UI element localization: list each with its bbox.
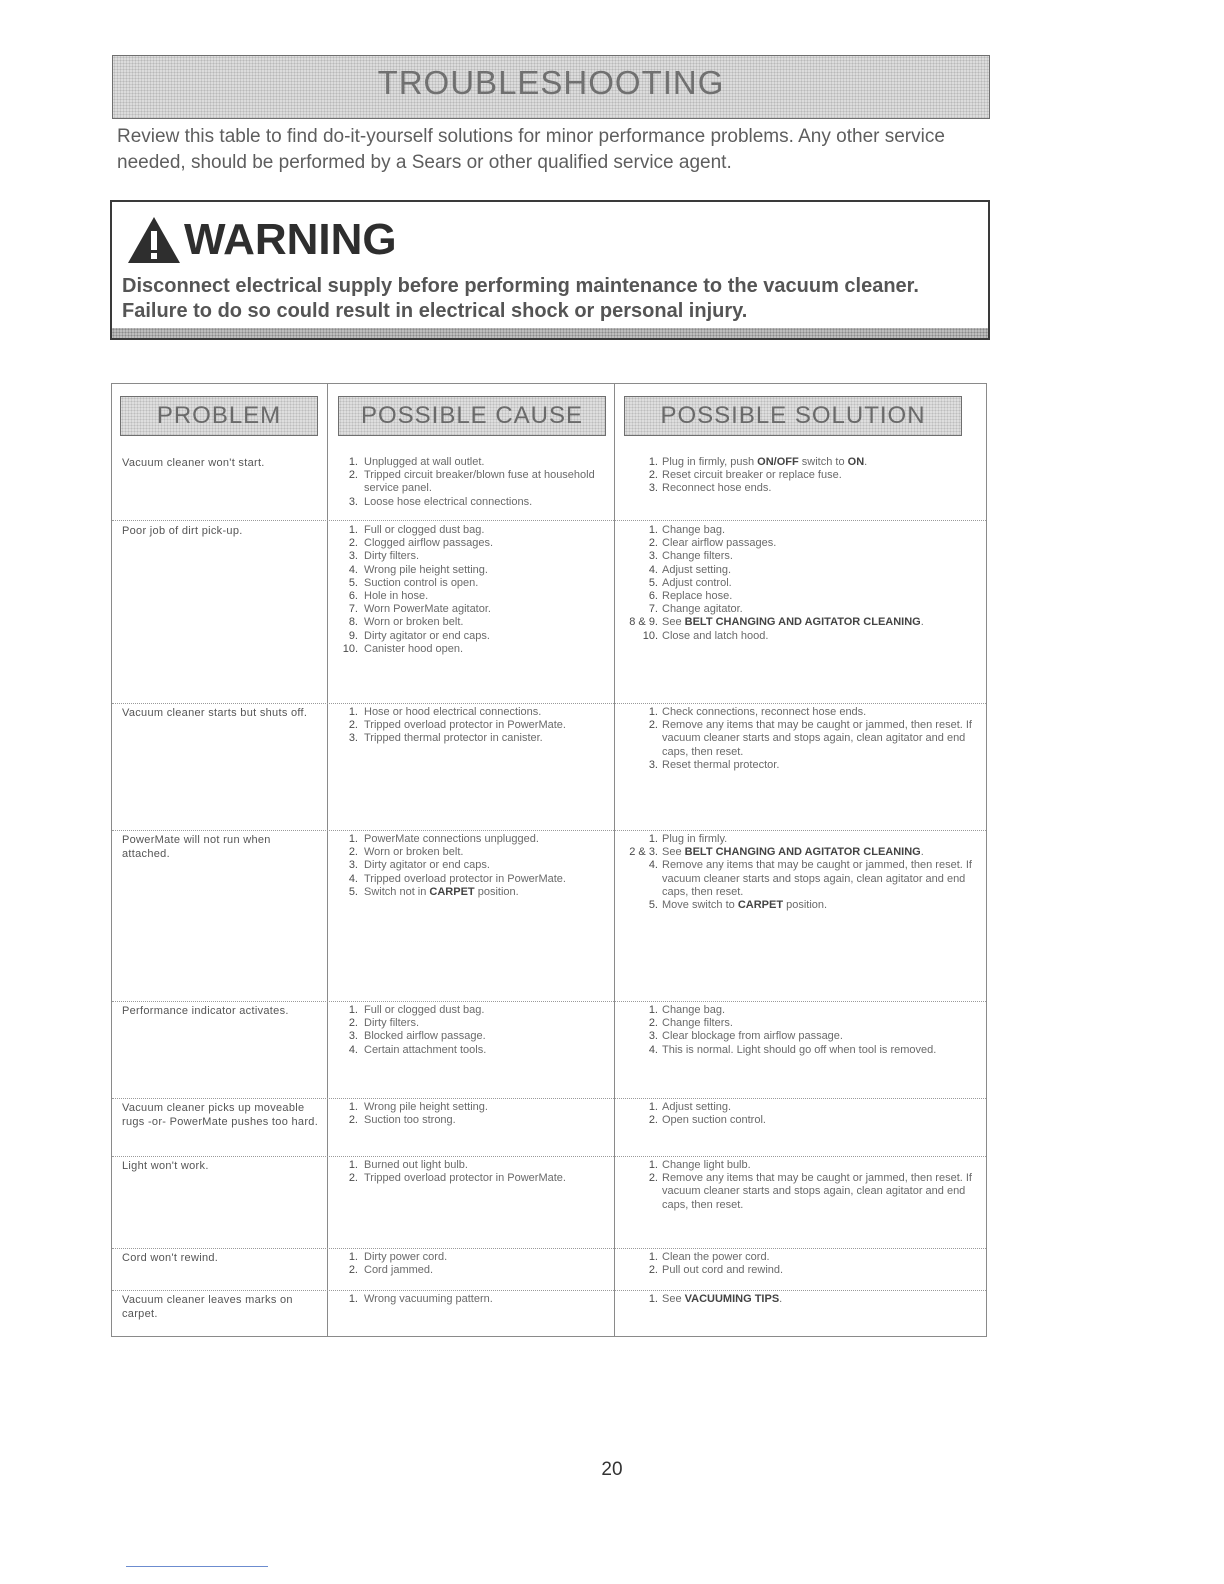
item-text: Remove any items that may be caught or jammed, then reset. If vacuum cleaner starts and stops again, clean agitator and end caps, then reset. xyxy=(662,859,972,898)
item-text: . xyxy=(864,456,868,468)
item-number: 3. xyxy=(348,495,358,508)
cause-item xyxy=(334,616,614,629)
cause-item xyxy=(334,732,614,745)
solution-item xyxy=(632,1114,972,1127)
item-number: 3. xyxy=(648,482,658,495)
item-number: 2. xyxy=(648,1264,658,1277)
item-number: 8 & 9. xyxy=(629,616,658,629)
solution-item xyxy=(629,846,972,859)
cause-item xyxy=(334,1172,614,1185)
item-number: 2. xyxy=(648,1172,658,1185)
item-number: 7. xyxy=(348,603,358,616)
item-text: switch to xyxy=(798,456,848,468)
cause-item xyxy=(334,564,614,577)
solution-item xyxy=(632,524,972,537)
solution-item xyxy=(632,1293,972,1306)
solution-item xyxy=(632,719,972,759)
item-number: 1. xyxy=(348,706,358,718)
solution-item xyxy=(632,706,972,719)
item-text: This is normal. Light should go off when tool is removed. xyxy=(662,1043,937,1056)
item-number: 4. xyxy=(348,1043,358,1056)
cause-list xyxy=(334,706,614,746)
item-text: Adjust control. xyxy=(662,576,732,589)
problem-text: Vacuum cleaner won't start. xyxy=(122,457,265,469)
solution-item xyxy=(632,550,972,563)
item-number: 4. xyxy=(348,872,358,885)
item-text: Hose or hood electrical connections. xyxy=(364,706,542,718)
cause-item xyxy=(334,537,614,550)
item-text: Worn PowerMate agitator. xyxy=(364,603,491,616)
item-number: 2. xyxy=(348,719,358,732)
problem-text: Vacuum cleaner leaves marks on carpet. xyxy=(122,1294,293,1320)
item-text: Adjust setting. xyxy=(662,1101,732,1113)
solution-list xyxy=(629,833,972,912)
section-title: TROUBLESHOOTING xyxy=(377,64,725,101)
item-number: 1. xyxy=(648,1293,658,1305)
item-text: PowerMate connections unplugged. xyxy=(364,833,539,845)
solution-item xyxy=(632,564,972,577)
intro-paragraph: Review this table to find do-it-yourself solutions for minor performance problems. Any other service needed, should be performed by a Sears or other qualified service agent. xyxy=(117,126,945,173)
item-text: Change agitator. xyxy=(662,603,743,616)
cause-item xyxy=(334,1017,614,1030)
solution-item xyxy=(632,577,972,590)
cause-item xyxy=(334,859,614,872)
solution-item xyxy=(632,859,972,899)
footer-rule xyxy=(126,1566,268,1567)
solution-item xyxy=(632,899,972,912)
item-text: Clean the power cord. xyxy=(662,1251,770,1263)
item-text: Worn or broken belt. xyxy=(364,846,464,859)
item-text: Reset thermal protector. xyxy=(662,758,780,771)
item-text: Change bag. xyxy=(662,1004,725,1016)
item-text: Replace hose. xyxy=(662,590,733,603)
item-number: 3. xyxy=(648,758,658,771)
cause-item xyxy=(334,1004,614,1017)
item-text: Burned out light bulb. xyxy=(364,1159,468,1171)
item-text: Clear blockage from airflow passage. xyxy=(662,1030,843,1043)
solution-item xyxy=(632,1030,972,1043)
solution-item xyxy=(632,1264,972,1277)
item-number: 1. xyxy=(348,1004,358,1016)
highlighted-term: CARPET xyxy=(737,899,784,912)
highlighted-term: BELT CHANGING AND AGITATOR CLEANING xyxy=(684,846,921,859)
item-number: 2. xyxy=(648,719,658,732)
cause-item xyxy=(334,550,614,563)
item-number: 10. xyxy=(642,629,658,642)
item-number: 3. xyxy=(648,1030,658,1043)
item-number: 7. xyxy=(648,603,658,616)
item-number: 2. xyxy=(348,469,358,482)
item-number: 2. xyxy=(348,1264,358,1277)
row-separator xyxy=(112,1156,986,1157)
header-possible-solution: POSSIBLE SOLUTION xyxy=(624,396,962,436)
solution-list xyxy=(632,1004,972,1057)
solution-list xyxy=(632,1101,972,1127)
cause-item xyxy=(334,706,614,719)
item-number: 1. xyxy=(348,1293,358,1305)
problem-text: Performance indicator activates. xyxy=(122,1005,289,1017)
item-number: 5. xyxy=(348,885,358,898)
item-number: 1. xyxy=(648,1004,658,1016)
item-text: Unplugged at wall outlet. xyxy=(364,456,485,468)
item-number: 1. xyxy=(648,1159,658,1171)
highlighted-term: VACUUMING TIPS xyxy=(684,1293,780,1305)
cause-item xyxy=(334,469,614,495)
solution-item xyxy=(632,1251,972,1264)
item-text: See xyxy=(662,1293,685,1305)
item-text: Worn or broken belt. xyxy=(364,616,464,629)
problem-text: Cord won't rewind. xyxy=(122,1252,219,1264)
item-text: Blocked airflow passage. xyxy=(364,1030,486,1043)
item-text: Check connections, reconnect hose ends. xyxy=(662,706,867,718)
item-text: Clogged airflow passages. xyxy=(364,537,494,550)
cause-item xyxy=(334,1159,614,1172)
solution-list xyxy=(632,1293,972,1306)
row-separator xyxy=(112,1248,986,1249)
cause-list xyxy=(334,1101,614,1127)
item-text: . xyxy=(920,846,924,859)
cause-item xyxy=(334,643,614,656)
item-number: 6. xyxy=(648,590,658,603)
cause-list xyxy=(334,1159,614,1185)
cause-item xyxy=(334,630,614,643)
item-text: Change bag. xyxy=(662,524,725,536)
item-text: Close and latch hood. xyxy=(662,629,769,642)
cause-item xyxy=(334,590,614,603)
item-number: 2. xyxy=(648,469,658,482)
item-text: Dirty filters. xyxy=(364,1017,419,1030)
item-text: Suction too strong. xyxy=(364,1114,456,1127)
solution-item xyxy=(632,1101,972,1114)
warning-triangle-icon xyxy=(126,215,182,265)
highlighted-term: ON xyxy=(847,456,865,468)
item-number: 1. xyxy=(648,833,658,845)
warning-box xyxy=(110,200,990,340)
item-text: Wrong vacuuming pattern. xyxy=(364,1293,493,1305)
problem-text: Vacuum cleaner picks up moveable rugs -or- PowerMate pushes too hard. xyxy=(122,1102,319,1128)
item-text: Tripped overload protector in PowerMate. xyxy=(364,1172,566,1185)
item-text: Suction control is open. xyxy=(364,576,479,589)
item-text: position. xyxy=(783,899,828,912)
item-number: 8. xyxy=(348,616,358,629)
item-text: Change filters. xyxy=(662,550,733,563)
item-text: Full or clogged dust bag. xyxy=(364,524,485,536)
cause-item xyxy=(334,833,614,846)
cause-item xyxy=(334,1264,614,1277)
item-number: 5. xyxy=(348,576,358,589)
cause-list xyxy=(334,1293,614,1306)
item-number: 2 & 3. xyxy=(629,846,658,859)
column-divider xyxy=(614,384,615,1336)
item-text: Remove any items that may be caught or jammed, then reset. If vacuum cleaner starts and stops again, clean agitator and end caps, then reset. xyxy=(662,719,972,758)
warning-text: Disconnect electrical supply before performing maintenance to the vacuum cleaner. Failure to do so could result in electrical shock or personal injury. xyxy=(122,275,919,322)
cause-item xyxy=(334,1293,614,1306)
row-separator xyxy=(112,1290,986,1291)
item-number: 4. xyxy=(648,859,658,872)
cause-item xyxy=(334,496,614,509)
page-number: 20 xyxy=(601,1459,623,1480)
item-number: 3. xyxy=(348,1030,358,1043)
cause-list xyxy=(334,1251,614,1277)
item-number: 3. xyxy=(348,732,358,745)
cause-item xyxy=(334,1044,614,1057)
item-text: Canister hood open. xyxy=(364,642,464,655)
cause-item xyxy=(334,524,614,537)
cause-item xyxy=(334,719,614,732)
highlighted-term: ON/OFF xyxy=(757,456,799,468)
item-number: 4. xyxy=(648,1043,658,1056)
item-number: 4. xyxy=(648,563,658,576)
item-number: 4. xyxy=(348,563,358,576)
item-number: 1. xyxy=(348,1101,358,1113)
item-number: 1. xyxy=(648,1251,658,1263)
item-number: 1. xyxy=(648,1101,658,1113)
solution-item xyxy=(632,1159,972,1172)
item-text: Certain attachment tools. xyxy=(364,1043,487,1056)
cause-list xyxy=(334,456,614,509)
item-text: Wrong pile height setting. xyxy=(364,1101,488,1113)
highlighted-term: BELT CHANGING AND AGITATOR CLEANING xyxy=(684,616,921,629)
solution-item xyxy=(632,482,972,495)
item-text: Tripped overload protector in PowerMate. xyxy=(364,872,566,885)
item-text: Dirty power cord. xyxy=(364,1251,448,1263)
item-text: Plug in firmly, push xyxy=(662,456,758,468)
item-text: . xyxy=(779,1293,783,1305)
item-text: Wrong pile height setting. xyxy=(364,563,488,576)
cause-item xyxy=(334,1114,614,1127)
column-divider xyxy=(327,384,328,1336)
warning-heading: WARNING xyxy=(184,215,397,264)
item-number: 1. xyxy=(348,833,358,845)
troubleshooting-table xyxy=(111,383,987,1337)
item-number: 2. xyxy=(348,1114,358,1127)
cause-item xyxy=(334,1030,614,1043)
item-text: Full or clogged dust bag. xyxy=(364,1004,485,1016)
solution-item xyxy=(632,833,972,846)
item-number: 6. xyxy=(348,590,358,603)
cause-list xyxy=(334,524,614,656)
item-number: 3. xyxy=(348,550,358,563)
row-separator xyxy=(112,703,986,704)
item-number: 1. xyxy=(648,706,658,718)
item-number: 2. xyxy=(348,846,358,859)
solution-item xyxy=(632,1004,972,1017)
item-text: . xyxy=(920,616,924,629)
item-text: Change filters. xyxy=(662,1017,733,1030)
solution-item xyxy=(629,616,972,629)
item-number: 5. xyxy=(648,576,658,589)
item-text: Switch not in xyxy=(364,885,430,898)
solution-item xyxy=(632,630,972,643)
cause-item xyxy=(334,886,614,899)
solution-list xyxy=(632,456,972,496)
cause-item xyxy=(334,846,614,859)
item-number: 1. xyxy=(648,524,658,536)
cause-item xyxy=(334,1251,614,1264)
item-text: Move switch to xyxy=(662,899,738,912)
item-text: Dirty filters. xyxy=(364,550,419,563)
item-text: Open suction control. xyxy=(662,1114,766,1127)
item-text: Cord jammed. xyxy=(364,1264,434,1277)
item-number: 2. xyxy=(348,1172,358,1185)
item-text: Reset circuit breaker or replace fuse. xyxy=(662,469,842,482)
item-text: Remove any items that may be caught or jammed, then reset. If vacuum cleaner starts and stops again, clean agitator and end caps, then reset. xyxy=(662,1172,972,1211)
solution-item xyxy=(632,537,972,550)
item-text: Tripped overload protector in PowerMate. xyxy=(364,719,566,732)
problem-text: Vacuum cleaner starts but shuts off. xyxy=(122,707,308,719)
item-number: 1. xyxy=(348,456,358,468)
solution-list xyxy=(629,524,972,643)
problem-text: Poor job of dirt pick-up. xyxy=(122,525,243,537)
item-text: Clear airflow passages. xyxy=(662,537,777,550)
section-banner xyxy=(112,55,990,119)
item-number: 1. xyxy=(348,1251,358,1263)
solution-item xyxy=(632,1172,972,1212)
solution-item xyxy=(632,1044,972,1057)
item-number: 3. xyxy=(348,859,358,872)
item-number: 2. xyxy=(348,1017,358,1030)
item-text: Pull out cord and rewind. xyxy=(662,1264,784,1277)
solution-item xyxy=(632,603,972,616)
warning-heading-row xyxy=(126,212,397,268)
cause-item xyxy=(334,577,614,590)
highlighted-term: CARPET xyxy=(429,885,475,898)
problem-text: PowerMate will not run when attached. xyxy=(122,834,271,860)
item-number: 2. xyxy=(648,537,658,550)
row-separator xyxy=(112,1001,986,1002)
item-text: Reconnect hose ends. xyxy=(662,482,772,495)
row-separator xyxy=(112,1098,986,1099)
solution-item xyxy=(632,469,972,482)
solution-item xyxy=(632,456,972,469)
solution-item xyxy=(632,1017,972,1030)
warning-bottom-band xyxy=(112,328,988,338)
item-text: See xyxy=(662,846,685,859)
header-possible-cause: POSSIBLE CAUSE xyxy=(338,396,606,436)
item-number: 1. xyxy=(648,456,658,468)
item-number: 5. xyxy=(648,899,658,912)
item-number: 3. xyxy=(648,550,658,563)
cause-item xyxy=(334,1101,614,1114)
cause-list xyxy=(334,1004,614,1057)
item-text: Tripped thermal protector in canister. xyxy=(364,732,543,745)
cause-list xyxy=(334,833,614,899)
item-text: Tripped circuit breaker/blown fuse at household service panel. xyxy=(364,469,595,495)
item-number: 1. xyxy=(348,1159,358,1171)
cause-item xyxy=(334,873,614,886)
item-number: 1. xyxy=(348,524,358,536)
item-text: Hole in hose. xyxy=(364,590,429,603)
cause-item xyxy=(334,603,614,616)
item-number: 2. xyxy=(348,537,358,550)
item-text: See xyxy=(662,616,685,629)
cause-item xyxy=(334,456,614,469)
item-text: position. xyxy=(474,885,519,898)
item-text: Dirty agitator or end caps. xyxy=(364,629,490,642)
problem-text: Light won't work. xyxy=(122,1160,209,1172)
header-problem: PROBLEM xyxy=(120,396,318,436)
item-text: Plug in firmly. xyxy=(662,833,728,845)
item-number: 9. xyxy=(348,629,358,642)
solution-item xyxy=(632,759,972,772)
solution-item xyxy=(632,590,972,603)
row-separator xyxy=(112,520,986,521)
solution-list xyxy=(632,706,972,772)
solution-list xyxy=(632,1159,972,1212)
item-text: Adjust setting. xyxy=(662,563,732,576)
item-text: Dirty agitator or end caps. xyxy=(364,859,490,872)
solution-list xyxy=(632,1251,972,1277)
item-text: Change light bulb. xyxy=(662,1159,751,1171)
row-separator xyxy=(112,830,986,831)
item-text: Loose hose electrical connections. xyxy=(364,495,533,508)
item-number: 2. xyxy=(648,1114,658,1127)
item-number: 2. xyxy=(648,1017,658,1030)
item-number: 10. xyxy=(342,642,358,655)
